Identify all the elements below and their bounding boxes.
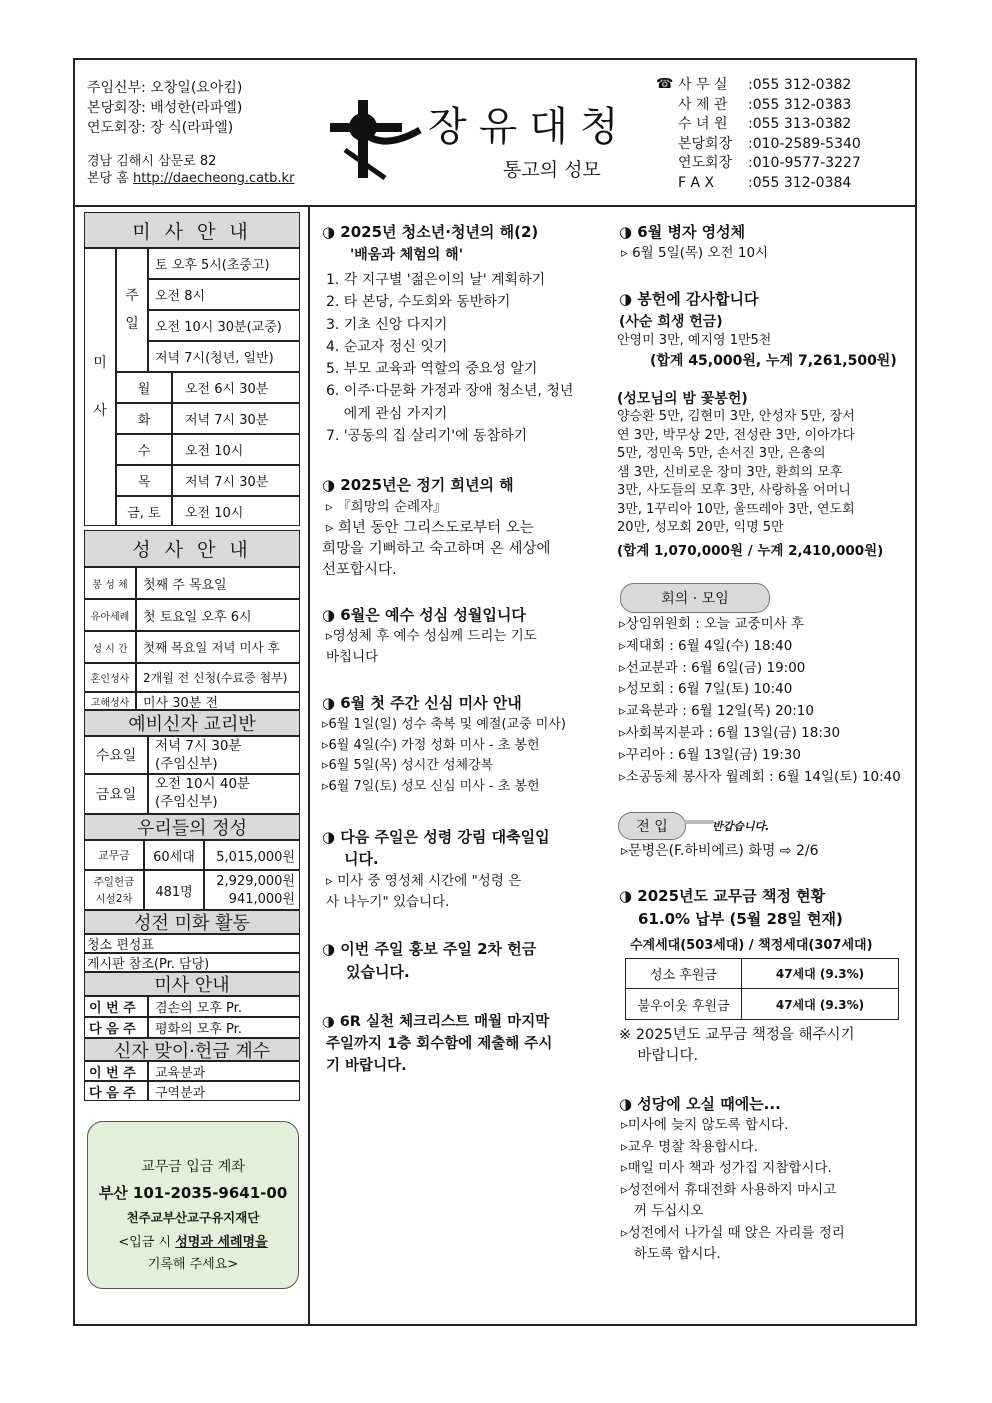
contact-separator: :: [748, 155, 753, 171]
youth-year-item: 6. 이주·다문화 가정과 장애 청소년, 청년: [326, 383, 574, 400]
contact-separator: :: [748, 116, 753, 132]
sacrament-name-4: 혼인성사: [84, 663, 136, 692]
contact-label: F A X: [678, 174, 715, 191]
contact-value: 010-2589-5340: [752, 135, 861, 152]
visit-heading: ◑ 성당에 오실 때에는...: [619, 1095, 781, 1113]
contact-separator: :: [748, 96, 753, 113]
support-table: [625, 958, 899, 1020]
pentecost-line-1: ▹ 미사 중 영성체 시간에 "성령 은: [326, 873, 522, 889]
catechumen-time-2-line2: (주임신부): [155, 794, 218, 810]
header-homepage: [87, 170, 294, 187]
mass-guide-title: 미사 안내: [84, 972, 300, 996]
weekday-time-1: 오전 6시 30분: [172, 372, 300, 403]
contact-label: 본당회장: [678, 135, 733, 152]
youth-year-item: 에게 관심 가지기: [326, 405, 448, 422]
sacred-heart-line-1: ▹영성체 후 예수 성심께 드리는 기도: [326, 628, 537, 644]
support-name-1: 성소 후원금: [626, 959, 742, 989]
welcome-value-2: 구역분과: [148, 1081, 300, 1101]
catechumen-time-1: [148, 736, 300, 774]
meeting-list: [619, 614, 901, 788]
devotion-mass-heading: ◑ 6월 첫 주간 신심 미사 안내: [322, 694, 522, 712]
contact-separator: :: [748, 77, 753, 93]
contact-value: 055 312-0382: [752, 77, 852, 93]
offering-tithe-amount: 5,015,000원: [204, 840, 300, 870]
contact-row: [678, 174, 861, 194]
devotion-mass-item: ▹6월 1일(일) 성수 축복 및 예절(교중 미사): [322, 717, 566, 732]
youth-year-heading: ◑ 2025년 청소년·청년의 해(2): [322, 223, 539, 241]
contact-separator: :: [748, 174, 753, 191]
bank-account-number: 부산 101-2035-9641-00: [98, 1184, 288, 1202]
checklist-line-2: 주일까지 1층 회수함에 제출해 주시: [326, 1036, 553, 1052]
transfer-line: ▹문병은(F.하비에르) 화명 ⇨ 2/6: [621, 843, 819, 859]
weekday-day-4: 목: [116, 465, 172, 496]
visit-guideline: ▹매일 미사 책과 성가집 지참합시다.: [621, 1160, 832, 1176]
welcome-title: 신자 맞이·헌금 계수: [84, 1038, 300, 1061]
sunday-row-3: 오전 10시 30분(교중): [148, 310, 300, 341]
visit-guideline: ▹교우 명찰 착용합시다.: [621, 1138, 759, 1155]
contact-label: 사 무 실: [678, 77, 728, 93]
church-cross-logo: [325, 90, 435, 180]
catechumen-time-2: [148, 774, 300, 814]
sacred-heart-heading: ◑ 6월은 예수 성심 성월입니다: [322, 606, 526, 624]
contact-row: [678, 154, 861, 174]
visit-guideline: ▹성전에서 휴대전화 사용하지 마시고: [621, 1181, 837, 1198]
offering-sunday-labels: [84, 870, 144, 910]
offering-sunday-count: 481명: [144, 870, 204, 910]
catechumen-time-1-line1: 저녁 7시 30분: [155, 738, 242, 754]
tithe-status-heading: ◑ 2025년도 교무금 책정 현황: [619, 887, 826, 905]
visit-guideline: 꺼 두십시오: [621, 1203, 704, 1219]
mass-guide-value-1: 겸손의 모후 Pr.: [148, 996, 300, 1017]
offering-title: 우리들의 정성: [84, 814, 300, 840]
phone-icon: ☎: [656, 76, 674, 92]
column-divider: [308, 206, 310, 1326]
contact-value: 010-9577-3227: [752, 155, 861, 171]
bank-title: 교무금 입금 계좌: [141, 1159, 245, 1175]
sacrament-value-5: 미사 30분 전: [136, 692, 300, 710]
offering-facility-amount: 941,000원: [228, 892, 295, 907]
weekday-time-2: 저녁 7시 30분: [172, 403, 300, 434]
offering-sunday-label: 주일헌금: [93, 876, 135, 888]
mass-guide-value-2: 평화의 모후 Pr.: [148, 1017, 300, 1038]
thanks-heading: ◑ 봉헌에 감사합니다: [619, 290, 759, 308]
sacrament-value-4: 2개월 전 신청(수료증 첨부): [136, 663, 300, 692]
visit-guideline: ▹미사에 늦지 않도록 합시다.: [621, 1117, 789, 1133]
sacrament-value-1: 첫째 주 목요일: [136, 567, 300, 599]
meeting-item: ▹상임위원회 : 오늘 교중미사 후: [619, 616, 804, 632]
meeting-badge-label: 회의 · 모임: [661, 591, 729, 607]
youth-year-item: 3. 기초 신앙 다지기: [326, 316, 448, 333]
sick-communion-heading: ◑ 6월 병자 영성체: [619, 223, 746, 241]
weekday-day-2: 화: [116, 403, 172, 434]
welcome-label-2: 다 음 주: [84, 1081, 148, 1101]
youth-year-item: 1. 각 지구별 '젊은이의 날' 계획하기: [326, 272, 546, 288]
checklist-line-3: 기 바랍니다.: [326, 1058, 407, 1074]
welcome-label-1: 이 번 주: [84, 1061, 148, 1081]
tithe-status-households: 수계세대(503세대) / 책정세대(307세대): [630, 938, 873, 953]
may-flower-line: 5만, 정민욱 5만, 손서진 3만, 은총의: [617, 446, 826, 461]
catechumen-day-2: 금요일: [84, 774, 148, 814]
catechumen-day-1: 수요일: [84, 736, 148, 774]
meeting-item: ▹교육분과 : 6월 12일(목) 20:10: [619, 703, 814, 720]
may-flower-line: 양승환 5만, 김현미 3만, 안성자 5만, 장서: [617, 409, 855, 424]
mass-guide-label-2: 다 음 주: [84, 1017, 148, 1038]
meeting-item: ▹성모회 : 6월 7일(토) 10:40: [619, 681, 793, 698]
transfer-badge-label: 전 입: [636, 819, 668, 835]
contact-label: 연도회장: [678, 155, 733, 171]
sick-communion-line: ▹ 6월 5일(목) 오전 10시: [621, 245, 769, 261]
header-staff-1: 주임신부: 오창일(요아킴): [87, 80, 243, 96]
catechumen-title: 예비신자 교리반: [84, 710, 300, 736]
pentecost-heading-2: 니다.: [344, 850, 379, 868]
offering-tithe-label: 교무금: [84, 840, 144, 870]
bank-note-bold: 성명과 세례명을: [175, 1235, 268, 1250]
visit-guidelines: [621, 1115, 845, 1266]
transfer-greeting: 반갑습니다.: [712, 820, 770, 833]
tithe-status-percent: 61.0% 납부 (5월 28일 현재): [638, 910, 843, 928]
support-value-1: 47세대 (9.3%): [742, 959, 898, 989]
lent-offering-names: 안영미 3만, 예지영 1만5천: [617, 333, 772, 348]
weekday-time-3: 오전 10시: [172, 434, 300, 465]
support-value-2: 47세대 (9.3%): [775, 997, 865, 1012]
sunday-label: 주 일: [116, 248, 148, 372]
contact-value: 055 312-0384: [752, 174, 852, 191]
contact-separator: :: [748, 135, 753, 152]
offering-facility-label: 시설2차: [95, 893, 133, 905]
sacrament-value-3: 첫째 목요일 저녁 미사 후: [136, 631, 300, 663]
devotion-mass-list: [322, 715, 566, 797]
contact-value: 055 313-0382: [752, 116, 852, 132]
decor-row-1: 청소 편성표: [84, 934, 300, 953]
catechumen-time-1-line2: (주임신부): [155, 756, 218, 772]
sacrament-title: 성 사 안 내: [84, 530, 300, 567]
promo-sunday-heading-1: ◑ 이번 주일 홍보 주일 2차 헌금: [322, 940, 537, 958]
devotion-mass-item: ▹6월 5일(목) 성시간 성체강복: [322, 758, 494, 773]
contact-row: [678, 96, 861, 116]
visit-guideline: ▹성전에서 나가실 때 앉은 자리를 정리: [621, 1224, 845, 1241]
weekday-day-3: 수: [116, 434, 172, 465]
sacred-heart-line-2: 바칩니다: [326, 649, 379, 665]
sacrament-name-1: 봉 성 체: [84, 567, 136, 599]
contact-row: [678, 135, 861, 155]
pentecost-heading-1: ◑ 다음 주일은 성령 강림 대축일입: [322, 828, 550, 846]
lent-offering-label: (사순 희생 헌금): [619, 314, 723, 330]
pentecost-line-2: 사 나누기" 있습니다.: [326, 894, 450, 910]
header-staff-2: 본당회장: 배성한(라파엘): [87, 100, 243, 116]
homepage-label: 본당 홈: [87, 171, 129, 186]
sacrament-value-2: 첫 토요일 오후 6시: [136, 599, 300, 631]
bank-note-suffix: 기록해 주세요>: [147, 1257, 239, 1272]
contact-label: 수 녀 원: [678, 116, 728, 132]
jubilee-line-4: 선포합시다.: [322, 562, 397, 578]
meeting-item: ▹꾸리아 : 6월 13일(금) 19:30: [619, 746, 801, 763]
may-flower-line: 20만, 성모회 20만, 익명 5만: [617, 520, 784, 535]
meeting-item: ▹제대회 : 6월 4일(수) 18:40: [619, 637, 793, 654]
may-flower-line: 3만, 사도들의 모후 3만, 사랑하올 어머니: [617, 483, 851, 498]
tithe-note-1: ※ 2025년도 교무금 책정을 해주시기: [619, 1027, 855, 1043]
tithe-note-2: 바랍니다.: [619, 1048, 699, 1064]
sacrament-name-3: 성 시 간: [84, 631, 136, 663]
header-address: 경남 김해시 삼문로 82: [87, 154, 217, 169]
weekday-day-1: 월: [116, 372, 172, 403]
youth-year-item: 4. 순교자 정신 잇기: [326, 338, 448, 355]
contact-label: 사 제 관: [678, 96, 728, 113]
may-flower-names: [617, 408, 855, 538]
jubilee-heading: ◑ 2025년은 정기 희년의 해: [322, 476, 514, 494]
homepage-link[interactable]: http://daecheong.catb.kr: [132, 171, 295, 186]
parish-title: 장유대청: [428, 104, 631, 150]
transfer-badge: [618, 812, 686, 840]
offering-sunday-amounts: [204, 870, 300, 910]
contact-value: 055 312-0383: [752, 96, 852, 113]
sunday-row-2: 오전 8시: [148, 279, 300, 310]
sacrament-name-2: 유아세례: [84, 599, 136, 631]
may-flower-line: 연 3만, 박무상 2만, 전성란 3만, 이아가다: [617, 427, 855, 443]
bank-account-box: [87, 1121, 299, 1289]
sunday-row-4: 저녁 7시(청년, 일반): [148, 341, 300, 372]
youth-year-item: 5. 부모 교육과 역할의 중요성 알기: [326, 361, 538, 378]
youth-year-list: [326, 269, 573, 447]
bank-note-prefix: <입금 시: [118, 1235, 176, 1250]
transfer-badge-tail: [684, 820, 714, 824]
lent-offering-total: (합계 45,000원, 누계 7,261,500원): [650, 353, 897, 369]
weekday-time-5: 오전 10시: [172, 496, 300, 526]
parish-subtitle: 통고의 성모: [503, 159, 601, 181]
may-flower-label: (성모님의 밤 꽃봉헌): [617, 391, 748, 407]
catechumen-time-2-line1: 오전 10시 40분: [155, 776, 251, 792]
contact-row: [678, 115, 861, 135]
youth-year-item: 2. 타 본당, 수도회와 동반하기: [326, 294, 511, 311]
devotion-mass-item: ▹6월 7일(토) 성모 신심 미사 - 초 봉헌: [322, 778, 540, 794]
devotion-mass-item: ▹6월 4일(수) 가정 성화 미사 - 초 봉헌: [322, 737, 540, 753]
header-divider: [73, 205, 917, 207]
decor-title: 성전 미화 활동: [84, 910, 300, 934]
bank-holder: 천주교부산교구유지재단: [126, 1210, 260, 1225]
checklist-line-1: ◑ 6R 실천 체크리스트 매월 마지막: [322, 1014, 550, 1030]
sunday-row-1: 토 오후 5시(초중고): [148, 248, 300, 279]
decor-row-2: 게시판 참조(Pr. 담당): [84, 953, 300, 972]
jubilee-line-1: ▹ 『희망의 순례자』: [326, 499, 447, 515]
support-name-2: 불우이웃 후원금: [626, 989, 742, 1019]
meeting-badge: [620, 583, 770, 613]
weekday-time-4: 저녁 7시 30분: [172, 465, 300, 496]
weekday-day-5: 금, 토: [116, 496, 172, 526]
offering-tithe-households: 60세대: [144, 840, 204, 870]
offering-sunday-amount: 2,929,000원: [216, 874, 295, 889]
may-flower-total: (합계 1,070,000원 / 누계 2,410,000원): [617, 543, 884, 559]
visit-guideline: 하도록 합시다.: [621, 1246, 721, 1262]
may-flower-line: 샘 3만, 신비로운 장미 3만, 환희의 모후: [617, 464, 843, 480]
jubilee-line-3: 희망을 기뻐하고 숙고하며 온 세상에: [322, 541, 551, 557]
mass-guide-label-1: 이 번 주: [84, 996, 148, 1017]
meeting-item: ▹선교분과 : 6월 6일(금) 19:00: [619, 659, 806, 676]
youth-year-subheading: '배움과 체험의 해': [350, 247, 463, 263]
mass-side-label: 미 사: [84, 248, 116, 526]
mass-schedule-title: 미 사 안 내: [84, 212, 300, 248]
sacrament-name-5: 고해성사: [84, 692, 136, 710]
contact-list: [678, 76, 861, 193]
youth-year-item: 7. '공동의 집 살리기'에 동참하기: [326, 428, 528, 445]
may-flower-line: 3만, 1꾸리아 10만, 울뜨레아 3만, 연도회: [617, 501, 855, 517]
header-staff-3: 연도회장: 장 식(라파엘): [87, 120, 234, 136]
bank-note: [88, 1231, 298, 1250]
contact-row: [678, 76, 861, 96]
meeting-item: ▹사회복지분과 : 6월 13일(금) 18:30: [619, 724, 841, 741]
welcome-value-1: 교육분과: [148, 1061, 300, 1081]
meeting-item: ▹소공동체 봉사자 월례회 : 6월 14일(토) 10:40: [619, 768, 901, 785]
jubilee-line-2: ▹ 희년 동안 그리스도로부터 오는: [326, 520, 534, 536]
promo-sunday-heading-2: 있습니다.: [346, 963, 410, 981]
